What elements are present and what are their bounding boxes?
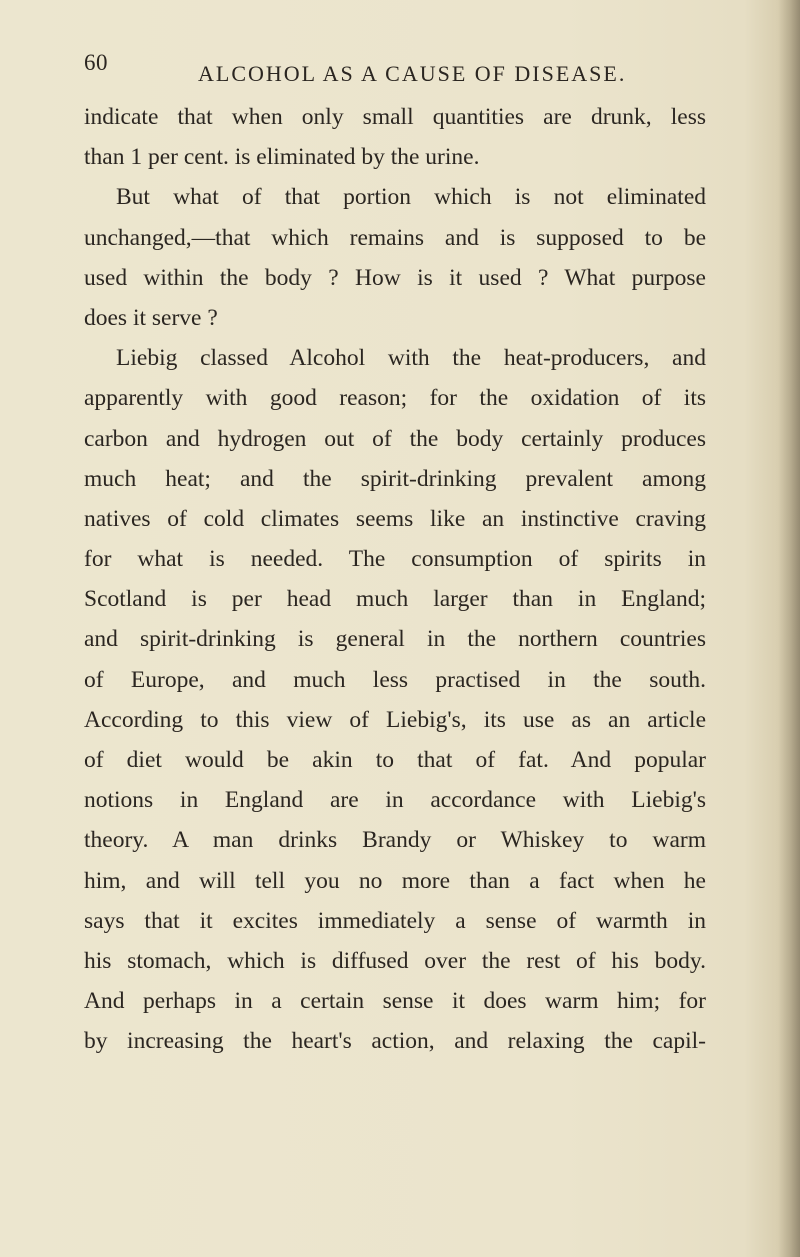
text-line: apparently with good reason; for the oxidation of its [84,385,706,412]
text-line: for what is needed. The consumption of spirits in [84,546,706,573]
text-line: And perhaps in a certain sense it does warm him; for [84,988,706,1015]
text-line: his stomach, which is diffused over the rest of his body. [84,947,706,974]
text-line: But what of that portion which is not eliminated [116,184,706,211]
text-line: used within the body ? How is it used ? What purpose [84,264,706,291]
text-line: of Europe, and much less practised in the south. [84,666,706,693]
text-line: carbon and hydrogen out of the body certainly produces [84,425,706,452]
text-line: Liebig classed Alcohol with the heat-producers, and [116,345,706,372]
running-head: ALCOHOL AS A CAUSE OF DISEASE. [198,61,627,86]
text-line: much heat; and the spirit-drinking prevalent among [84,465,706,492]
text-line: of diet would be akin to that of fat. And popular [84,747,706,773]
text-line: unchanged,—that which remains and is supposed to be [84,224,706,251]
text-line: does it serve ? [84,304,218,331]
page-binding-shadow [778,0,800,1257]
text-line: According to this view of Liebig's, its use as an article [84,706,706,733]
text-line: indicate that when only small quantities are drunk, less [84,104,706,130]
text-line: says that it excites immediately a sense of warmth in [84,907,706,934]
text-line: by increasing the heart's action, and relaxing the capil- [84,1028,706,1055]
body-text [84,97,706,1062]
text-line: him, and will tell you no more than a fact when he [84,867,706,894]
text-line: and spirit-drinking is general in the northern countries [84,626,706,653]
text-line: natives of cold climates seems like an instinctive craving [84,505,706,532]
text-line: Scotland is per head much larger than in England; [84,586,706,613]
text-line: theory. A man drinks Brandy or Whiskey to warm [84,827,706,854]
text-line: notions in England are in accordance with Liebig's [84,787,706,814]
text-line: than 1 per cent. is eliminated by the urine. [84,144,480,171]
page-number: 60 [84,50,108,75]
